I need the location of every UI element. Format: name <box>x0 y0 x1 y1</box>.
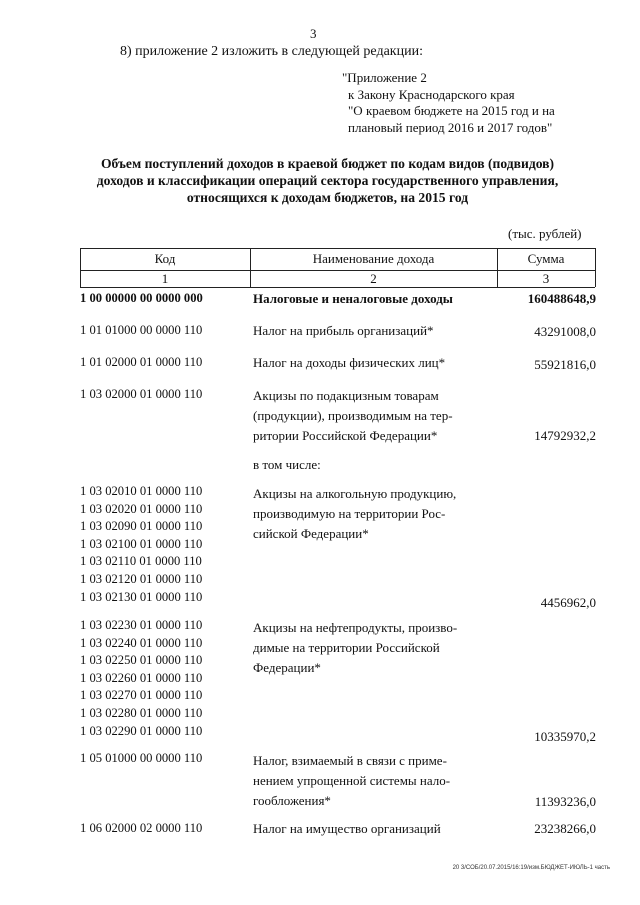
row-code: 1 00 00000 00 0000 000 <box>80 291 203 305</box>
row-amount: 23238266,0 <box>534 821 596 836</box>
row-code-list: 1 03 02230 01 0000 110 1 03 02240 01 0000 110 1 03 02250 01 0000 110 1 03 02260 01 0000 110 1 03 02270 01 0000 110 1 03 02280 01 0000 110 1 03 02290 01 0000 110 <box>80 618 203 738</box>
row-code: 1 05 01000 00 0000 110 <box>80 751 203 765</box>
row-name: Акцизы на алкогольную продукцию, производимую на территории Рос- сийской Федерации* <box>253 486 457 541</box>
document-footer: 20 3/СОБ/20.07.2015/16:19/изм.БЮДЖЕТ-ИЮЛЬ-1 часть <box>452 865 610 871</box>
row-amount: 160488648,9 <box>527 291 596 306</box>
row-code-list: 1 03 02010 01 0000 110 1 03 02020 01 0000 110 1 03 02090 01 0000 110 1 03 02100 01 0000 110 1 03 02110 01 0000 110 1 03 02120 01 0000 110 1 03 02130 01 0000 110 <box>80 484 203 604</box>
row-amount: 14792932,2 <box>534 428 596 443</box>
row-name: Налоговые и неналоговые доходы <box>253 291 453 306</box>
page-number: 3 <box>310 26 317 41</box>
annex-line: к Закону Краснодарского края <box>348 86 515 102</box>
title-line: доходов и классификации операций сектора государственного управления, <box>96 173 559 188</box>
row-code: 1 03 02000 01 0000 110 <box>80 387 203 401</box>
column-header-code: Код <box>154 251 176 266</box>
row-name: Акцизы на нефтепродукты, произво- димые на территории Российской Федерации* <box>253 620 458 675</box>
annex-line: "О краевом бюджете на 2015 год и на <box>348 103 555 118</box>
document-title <box>60 155 595 206</box>
row-name: Налог на имущество организаций <box>253 821 441 836</box>
column-header-name: Наименование дохода <box>312 251 435 266</box>
intro-text: 8) приложение 2 изложить в следующей редакции: <box>120 44 423 59</box>
column-number: 2 <box>370 271 377 286</box>
row-name: Акцизы по подакцизным товарам (продукции), производимым на тер- ритории Российской Федерации* <box>253 388 453 443</box>
table-rule <box>595 248 596 287</box>
row-name: Налог на прибыль организаций* <box>253 323 434 338</box>
table-rule <box>80 287 595 288</box>
column-number: 1 <box>161 271 169 286</box>
row-amount: 10335970,2 <box>534 729 596 744</box>
annex-line: плановый период 2016 и 2017 годов" <box>348 119 553 135</box>
row-amount: 43291008,0 <box>534 324 596 339</box>
row-amount: 4456962,0 <box>540 595 596 610</box>
row-name: Налог на доходы физических лиц* <box>253 355 446 370</box>
annex-block <box>342 70 555 136</box>
annex-line: "Приложение 2 <box>342 70 427 85</box>
title-line: относящихся к доходам бюджетов, на 2015 год <box>186 190 469 205</box>
row-code: 1 01 02000 01 0000 110 <box>80 355 203 369</box>
row-code: 1 06 02000 02 0000 110 <box>80 821 203 835</box>
column-header-amount: Сумма <box>527 251 565 266</box>
row-name: Налог, взимаемый в связи с приме- нением упрощенной системы нало- гообложения* <box>253 753 451 808</box>
row-name: в том числе: <box>253 457 321 472</box>
row-code: 1 01 01000 00 0000 110 <box>80 323 203 337</box>
table-rule <box>80 248 595 249</box>
row-amount: 11393236,0 <box>534 794 596 809</box>
row-amount: 55921816,0 <box>534 357 596 372</box>
title-line: Объем поступлений доходов в краевой бюджет по кодам видов (подвидов) <box>100 156 555 171</box>
column-number: 3 <box>542 271 550 286</box>
unit-label: (тыс. рублей) <box>508 226 582 241</box>
